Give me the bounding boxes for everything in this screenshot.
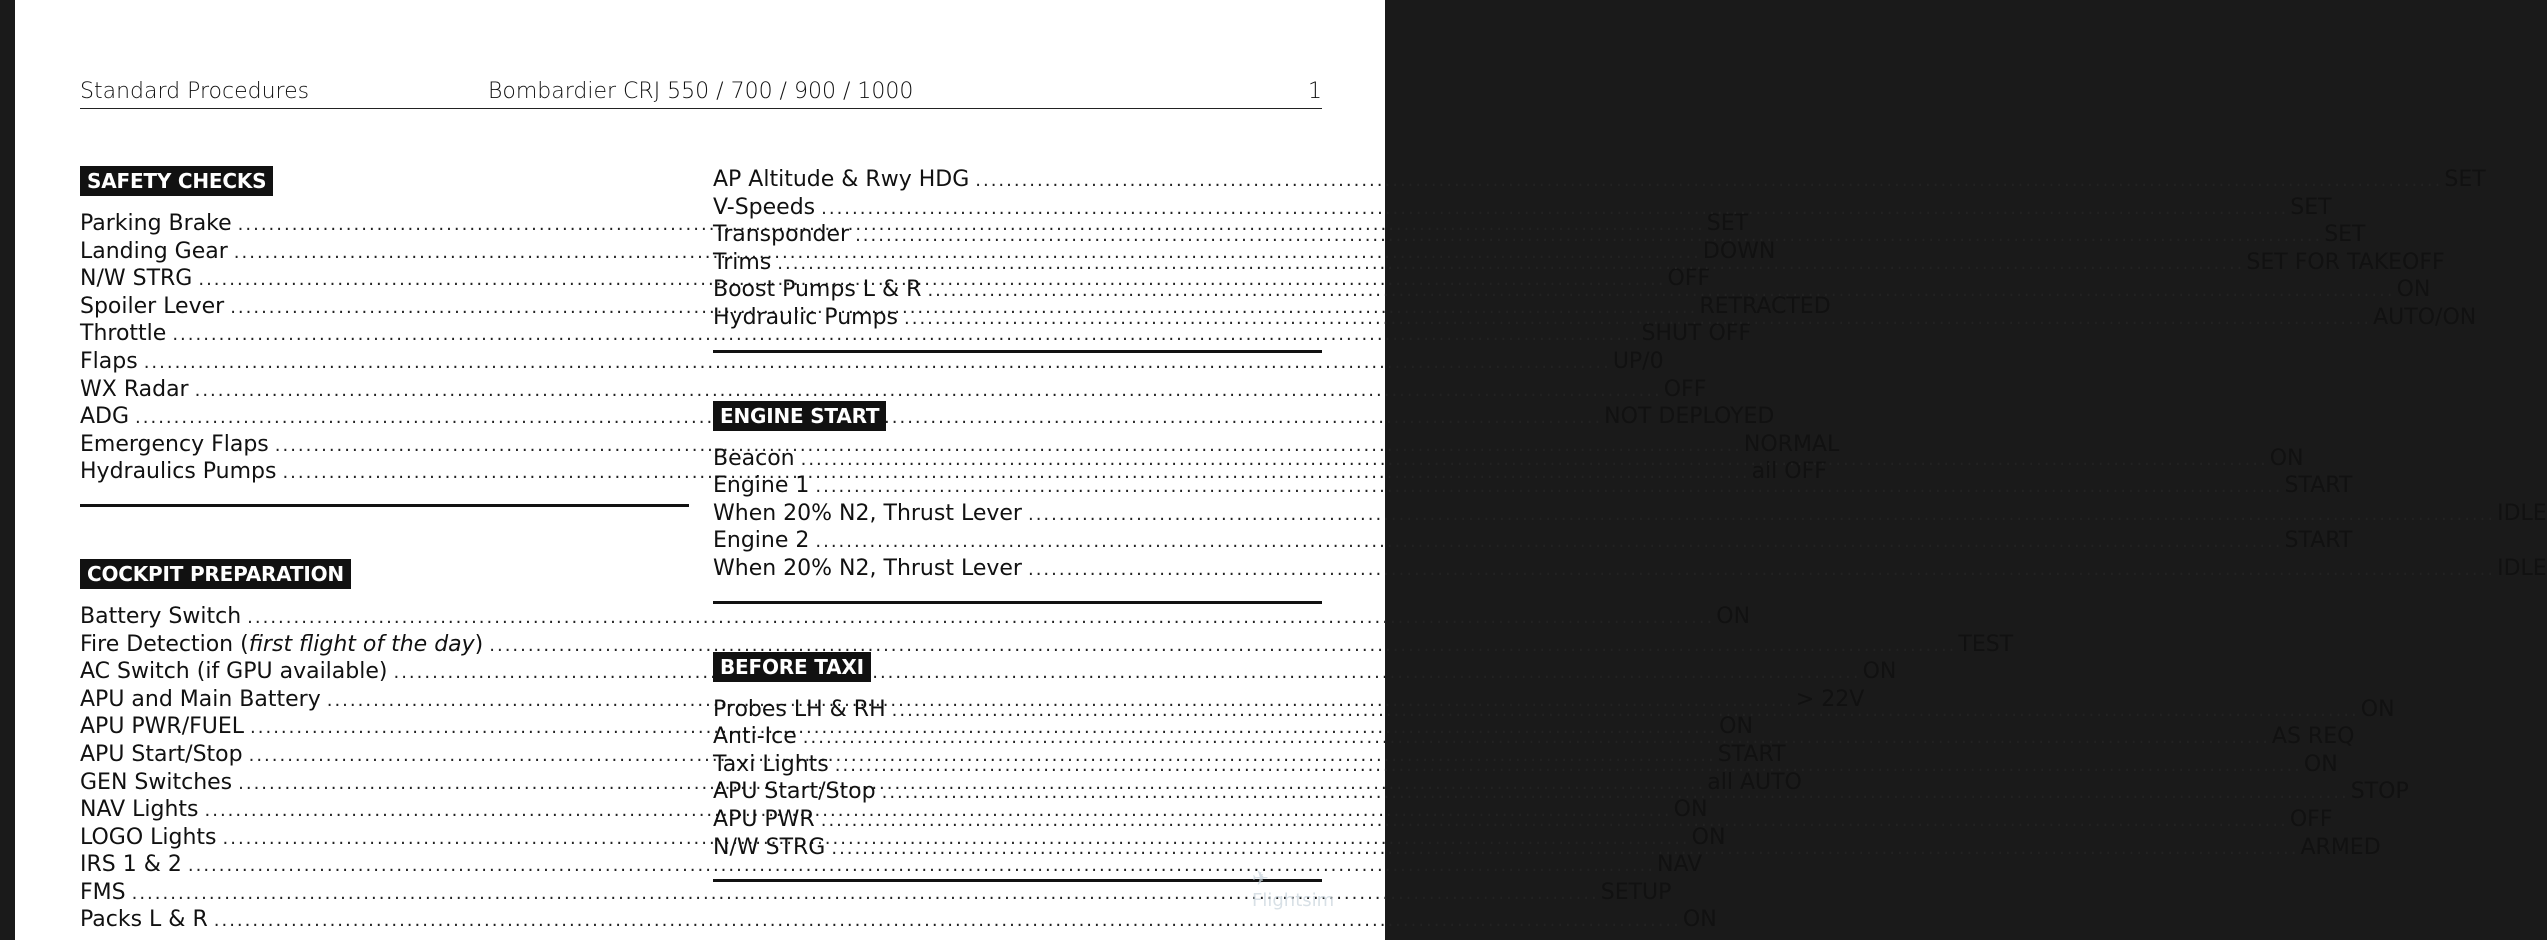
item-label-text: When 20% N2, Thrust Lever (713, 500, 1022, 526)
item-label-text: Parking Brake (80, 211, 232, 236)
item-label-text: Transponder (713, 222, 850, 248)
item-label (80, 348, 144, 376)
item-label-text: LOGO Lights (80, 824, 217, 850)
section-title: SAFETY CHECKS (80, 166, 273, 196)
item-value: SET (2290, 194, 2332, 220)
item-value: ON (1862, 659, 1897, 685)
dot-leader (855, 222, 2322, 250)
item-label-text: Beacon (713, 445, 795, 471)
item-value: SHUT OFF (1641, 321, 1752, 347)
item-value: AS REQ (2271, 724, 2355, 750)
item-label (80, 741, 249, 769)
item-label (80, 603, 247, 631)
item-label (80, 210, 238, 238)
item-label-text: N/W STRG (713, 834, 826, 860)
item-label (80, 796, 205, 824)
item-label (713, 249, 777, 277)
item-label-text: Boost Pumps L & R (713, 277, 922, 303)
item-label (80, 631, 489, 659)
dot-leader (975, 167, 2442, 195)
dot-leader (821, 807, 2288, 835)
item-value: ON (1673, 797, 1708, 823)
item-label (80, 824, 223, 852)
item-value: START (2284, 528, 2353, 554)
section-divider (713, 601, 1322, 604)
section-divider (713, 350, 1322, 353)
watermark-text: Flightsim (1252, 890, 1335, 911)
item-label (80, 713, 250, 741)
checklist-item (713, 221, 2366, 249)
checklist-item (713, 194, 2332, 222)
item-value: NAV (1657, 852, 1703, 878)
item-label (80, 320, 172, 348)
section-title: BEFORE TAXI (713, 652, 871, 682)
item-label-text: ADG (80, 404, 130, 430)
checklist-item (80, 348, 1664, 376)
checklist-item (713, 500, 2547, 528)
dot-leader (821, 195, 2288, 223)
item-label-text: Hydraulics Pumps (80, 459, 277, 485)
item-value: IDLE (2497, 500, 2547, 526)
item-value: NORMAL (1743, 431, 1840, 457)
item-label-text: AC Switch (if GPU available) (80, 659, 388, 685)
header-aircraft-title: Bombardier CRJ 550 / 700 / 900 / 1000 (488, 79, 914, 104)
dot-leader (1028, 501, 2495, 529)
checklist-item (713, 527, 2353, 555)
page-number: 1 (1308, 79, 1322, 104)
section-divider (713, 879, 1322, 882)
item-value: SETUP (1600, 879, 1672, 905)
item-value: TEST (1958, 631, 2014, 657)
item-label-text: Packs L & R (80, 907, 208, 933)
header-section-title: Standard Procedures (80, 79, 310, 104)
item-label (80, 658, 393, 686)
dot-leader (892, 697, 2359, 725)
item-value: SET (2444, 167, 2486, 192)
item-value: all OFF (1751, 459, 1827, 485)
dot-leader (777, 250, 2244, 278)
checklist-item (80, 631, 2014, 659)
item-label-text: Throttle (80, 321, 167, 347)
section-divider (80, 504, 689, 507)
item-value: ON (1682, 907, 1717, 933)
page-header (80, 78, 1322, 109)
item-value: OFF (1667, 266, 1711, 292)
item-value: DOWN (1702, 238, 1776, 264)
item-label (713, 751, 835, 779)
checklist-item (80, 376, 1707, 404)
dot-leader (1028, 556, 2495, 584)
item-label-text: FMS (80, 879, 126, 905)
item-label-text: Probes LH & RH (713, 696, 886, 722)
item-label (80, 403, 135, 431)
checklist-item (80, 906, 1717, 934)
paper-plane-icon: ✈ (1252, 866, 1269, 890)
item-label-text: Engine 1 (713, 473, 810, 499)
item-value: ON (2360, 696, 2395, 722)
item-label-text: V-Speeds (713, 194, 816, 220)
item-label (713, 778, 882, 806)
item-value: UP/0 (1612, 348, 1664, 374)
checklist-item (80, 851, 1703, 879)
item-label-text: AP Altitude & Rwy HDG (713, 167, 970, 192)
item-label (713, 527, 815, 555)
item-label (80, 879, 132, 907)
item-value: OFF (2289, 806, 2333, 832)
item-label-text: APU PWR (713, 806, 815, 832)
item-label-text: Engine 2 (713, 528, 810, 554)
item-label (80, 376, 195, 404)
dot-leader (882, 779, 2349, 807)
item-label-text: GEN Switches (80, 769, 233, 795)
item-value: all AUTO (1707, 769, 1802, 795)
item-label-text: APU Start/Stop (80, 741, 243, 767)
item-label-suffix: ) (474, 631, 484, 657)
item-label (713, 723, 803, 751)
item-label (80, 851, 188, 879)
item-label-text: Fire Detection ( (80, 631, 249, 657)
checklist-item (713, 555, 2547, 583)
item-label-note: first flight of the day (248, 631, 475, 657)
dot-leader (801, 446, 2268, 474)
item-label-text: Trims (713, 249, 772, 275)
item-label (713, 834, 831, 862)
item-value: STOP (2350, 779, 2409, 805)
item-value: > 22V (1795, 686, 1865, 712)
item-label (713, 555, 1028, 583)
item-label (713, 696, 892, 724)
item-label (713, 304, 904, 332)
item-label-text: N/W STRG (80, 266, 193, 292)
item-label (80, 293, 230, 321)
item-label (713, 221, 855, 249)
section-title: ENGINE START (713, 401, 886, 431)
item-label (713, 806, 821, 834)
item-value: ON (1691, 824, 1726, 850)
item-label (713, 500, 1028, 528)
item-label-text: APU Start/Stop (713, 779, 876, 805)
item-label-text: Landing Gear (80, 238, 228, 264)
item-label-text: APU and Main Battery (80, 686, 321, 712)
item-label (713, 194, 821, 222)
item-label (713, 472, 815, 500)
item-value: START (2284, 473, 2353, 499)
checklist-item (713, 166, 2486, 194)
item-value: ON (2303, 751, 2338, 777)
item-value: ON (1716, 603, 1751, 629)
item-label-text: IRS 1 & 2 (80, 852, 182, 878)
item-value: SET (1706, 211, 1749, 236)
item-value: SET (2324, 222, 2366, 248)
item-label (713, 166, 975, 194)
item-label-text: Spoiler Lever (80, 293, 225, 319)
item-value: ON (2269, 445, 2304, 471)
item-label (80, 769, 238, 797)
dot-leader (835, 752, 2302, 780)
item-label-text: Anti-Ice (713, 724, 797, 750)
section-title: COCKPIT PREPARATION (80, 559, 351, 589)
item-label (80, 906, 214, 934)
document-page (15, 0, 2547, 940)
item-label-text: When 20% N2, Thrust Lever (713, 555, 1022, 581)
item-value: IDLE (2497, 555, 2547, 581)
item-label-text: NAV Lights (80, 797, 199, 823)
watermark (1252, 866, 1342, 911)
item-value: ARMED (2300, 834, 2381, 860)
item-label-text: Battery Switch (80, 603, 242, 629)
item-label (713, 276, 927, 304)
item-label-text: Emergency Flaps (80, 431, 269, 457)
dot-leader (831, 835, 2298, 863)
item-label-text: WX Radar (80, 376, 189, 402)
checklist-item (80, 603, 1751, 631)
dot-leader (904, 305, 2371, 333)
dot-leader (815, 473, 2282, 501)
item-value: RETRACTED (1699, 293, 1831, 319)
item-label (80, 238, 234, 266)
item-value: ON (1719, 714, 1753, 740)
item-label (80, 431, 275, 459)
item-value: SET FOR TAKEOFF (2246, 249, 2445, 275)
item-label (80, 265, 198, 293)
item-value: NOT DEPLOYED (1604, 404, 1775, 430)
item-value: ON (2396, 277, 2431, 303)
item-label (80, 686, 327, 714)
item-label (713, 445, 801, 473)
item-label-text: APU PWR/FUEL (80, 714, 245, 740)
item-label (80, 458, 282, 486)
dot-leader (815, 528, 2282, 556)
item-value: AUTO/ON (2373, 304, 2477, 330)
dot-leader (927, 277, 2394, 305)
item-value: OFF (1663, 376, 1707, 402)
item-label-text: Flaps (80, 348, 138, 374)
item-label-text: Hydraulic Pumps (713, 304, 898, 330)
checklist-item (80, 320, 1752, 348)
dot-leader (803, 724, 2270, 752)
item-label-text: Taxi Lights (713, 751, 829, 777)
item-value: START (1717, 741, 1786, 767)
